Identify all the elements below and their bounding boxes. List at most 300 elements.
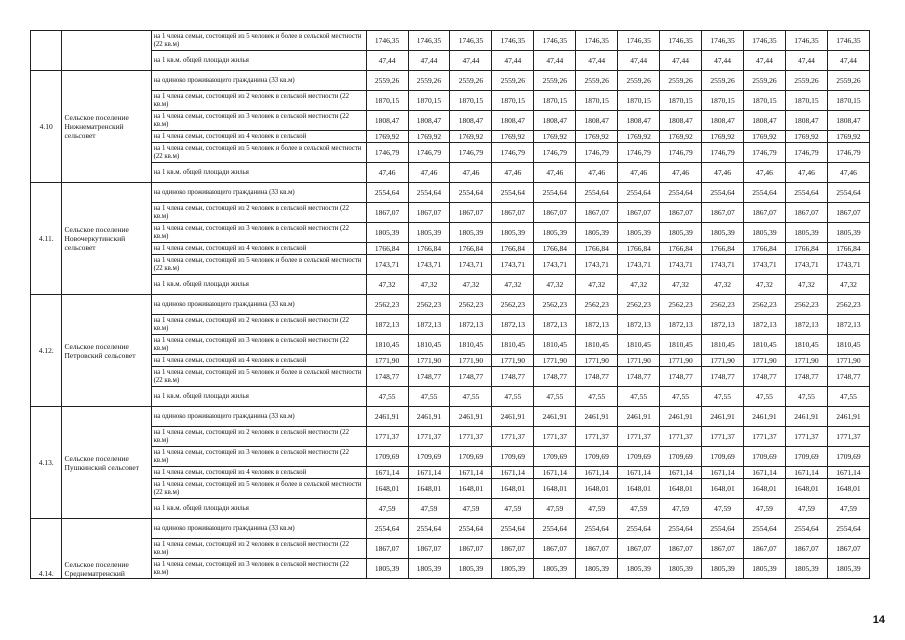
value-cell: 1743,71 [785,255,827,275]
value-cell: 1771,37 [660,427,702,447]
value-cell: 1805,39 [618,223,660,243]
value-cell: 1805,39 [618,559,660,579]
value-cell: 1810,45 [660,335,702,355]
value-cell: 1771,90 [408,355,450,367]
value-cell: 1870,15 [408,91,450,111]
table-row [31,355,870,367]
value-cell: 1671,14 [492,467,534,479]
value-cell: 47,46 [785,163,827,183]
value-cell: 1867,07 [576,203,618,223]
value-cell: 1743,71 [702,255,744,275]
value-cell: 1872,13 [744,315,786,335]
table-row [31,51,870,71]
value-cell: 1870,15 [785,91,827,111]
value-cell: 2559,26 [702,71,744,91]
value-cell: 1870,15 [702,91,744,111]
category-label: на 1 члена семьи, состоящей из 5 человек и более в сельской местности (22 кв.м) [151,367,366,387]
value-cell: 2554,64 [702,519,744,539]
value-cell: 1743,71 [744,255,786,275]
value-cell: 47,59 [534,499,576,519]
value-cell: 1671,14 [576,467,618,479]
value-cell: 1867,07 [450,203,492,223]
value-cell: 1769,92 [408,131,450,143]
value-cell: 47,32 [492,275,534,295]
value-cell: 1771,37 [492,427,534,447]
value-cell: 1810,45 [534,335,576,355]
value-cell: 47,32 [660,275,702,295]
value-cell: 2554,64 [366,519,408,539]
value-cell: 47,32 [785,275,827,295]
value-cell: 1748,77 [576,367,618,387]
value-cell: 47,32 [366,275,408,295]
value-cell: 1743,71 [534,255,576,275]
value-cell: 1805,39 [408,559,450,579]
value-cell: 1867,07 [785,203,827,223]
value-cell: 1872,13 [827,315,869,335]
value-cell: 2461,91 [450,407,492,427]
value-cell: 1766,84 [576,243,618,255]
value-cell: 1870,15 [618,91,660,111]
value-cell: 1808,47 [744,111,786,131]
table-row [31,203,870,223]
value-cell: 1867,07 [408,539,450,559]
table-row [31,163,870,183]
value-cell: 1771,37 [450,427,492,447]
value-cell: 1746,35 [366,31,408,51]
value-cell: 2554,64 [366,183,408,203]
category-label: на 1 кв.м. общей площади жилья [151,275,366,295]
category-label: на 1 члена семьи, состоящей из 5 человек и более в сельской местности (22 кв.м) [151,255,366,275]
value-cell: 1746,79 [534,143,576,163]
value-cell: 1810,45 [450,335,492,355]
value-cell: 47,32 [827,275,869,295]
value-cell: 1810,45 [785,335,827,355]
category-label: на 1 члена семьи, состоящей из 3 человек в сельской местности (22 кв.м) [151,559,366,579]
value-cell: 2562,23 [576,295,618,315]
value-cell: 1746,35 [450,31,492,51]
page-number: 14 [872,614,885,626]
category-label: на 1 члена семьи, состоящей из 2 человек в сельской местности (22 кв.м) [151,91,366,111]
value-cell: 1748,77 [492,367,534,387]
value-cell: 1867,07 [492,203,534,223]
value-cell: 1648,01 [744,479,786,499]
value-cell: 47,46 [744,163,786,183]
value-cell: 2554,64 [534,183,576,203]
value-cell: 1746,35 [408,31,450,51]
value-cell: 1808,47 [827,111,869,131]
value-cell: 1769,92 [744,131,786,143]
value-cell: 1766,84 [450,243,492,255]
value-cell: 1867,07 [827,203,869,223]
value-cell: 47,46 [366,163,408,183]
value-cell: 2559,26 [450,71,492,91]
value-cell: 47,46 [408,163,450,183]
value-cell: 1648,01 [450,479,492,499]
value-cell: 1671,14 [450,467,492,479]
category-label: на 1 кв.м. общей площади жилья [151,163,366,183]
value-cell: 47,44 [408,51,450,71]
value-cell: 1648,01 [534,479,576,499]
value-cell: 1805,39 [492,223,534,243]
section-index: 4.13. [31,407,62,519]
value-cell: 1872,13 [702,315,744,335]
value-cell: 1709,69 [534,447,576,467]
value-cell: 1771,37 [576,427,618,447]
category-label: на 1 члена семьи, состоящей из 5 человек и более в сельской местности (22 кв.м) [151,143,366,163]
value-cell: 2562,23 [408,295,450,315]
value-cell: 1743,71 [660,255,702,275]
value-cell: 1709,69 [618,447,660,467]
value-cell: 1748,77 [366,367,408,387]
value-cell: 1746,79 [618,143,660,163]
value-cell: 1648,01 [827,479,869,499]
value-cell: 1771,37 [366,427,408,447]
value-cell: 1746,79 [408,143,450,163]
category-label: на 1 члена семьи, состоящей из 5 человек и более в сельской местности (22 кв.м) [151,479,366,499]
value-cell: 1743,71 [827,255,869,275]
value-cell: 1671,14 [744,467,786,479]
value-cell: 1771,90 [450,355,492,367]
value-cell: 47,32 [702,275,744,295]
value-cell: 1671,14 [408,467,450,479]
value-cell: 1808,47 [660,111,702,131]
value-cell: 47,55 [450,387,492,407]
value-cell: 1867,07 [492,539,534,559]
value-cell: 2554,64 [618,519,660,539]
value-cell: 1808,47 [785,111,827,131]
section-name: Сельское поселение Петровский сельсовет [62,295,151,407]
value-cell: 1805,39 [785,559,827,579]
table-row [31,243,870,255]
value-cell: 47,59 [408,499,450,519]
value-cell: 1867,07 [785,539,827,559]
value-cell: 1766,84 [492,243,534,255]
table-row [31,335,870,355]
value-cell: 1748,77 [660,367,702,387]
value-cell: 47,55 [827,387,869,407]
value-cell: 1746,79 [744,143,786,163]
value-cell: 1769,92 [492,131,534,143]
table-row [31,559,870,579]
value-cell: 2461,91 [618,407,660,427]
value-cell: 2554,64 [744,519,786,539]
value-cell: 1769,92 [450,131,492,143]
value-cell: 1808,47 [618,111,660,131]
value-cell: 2554,64 [534,519,576,539]
value-cell: 2562,23 [660,295,702,315]
value-cell: 47,55 [492,387,534,407]
value-cell: 47,46 [534,163,576,183]
table-row [31,255,870,275]
value-cell: 1805,39 [744,223,786,243]
value-cell: 1766,84 [785,243,827,255]
value-cell: 1867,07 [450,539,492,559]
value-cell: 47,44 [450,51,492,71]
value-cell: 1746,79 [492,143,534,163]
value-cell: 2559,26 [785,71,827,91]
value-cell: 1867,07 [827,539,869,559]
value-cell: 47,44 [660,51,702,71]
value-cell: 1648,01 [618,479,660,499]
value-cell: 2554,64 [785,183,827,203]
value-cell: 2461,91 [366,407,408,427]
value-cell: 47,46 [618,163,660,183]
value-cell: 1810,45 [492,335,534,355]
value-cell: 2559,26 [660,71,702,91]
value-cell: 2559,26 [366,71,408,91]
value-cell: 1867,07 [660,539,702,559]
value-cell: 1808,47 [534,111,576,131]
value-cell: 1805,39 [450,559,492,579]
section-index [31,31,62,71]
value-cell: 1805,39 [744,559,786,579]
value-cell: 1810,45 [827,335,869,355]
value-cell: 1748,77 [744,367,786,387]
value-cell: 2562,23 [534,295,576,315]
value-cell: 1746,35 [744,31,786,51]
value-cell: 1748,77 [534,367,576,387]
category-label: на 1 кв.м. общей площади жилья [151,499,366,519]
value-cell: 1709,69 [366,447,408,467]
value-cell: 47,44 [534,51,576,71]
value-cell: 1769,92 [660,131,702,143]
category-label: на 1 члена семьи, состоящей из 3 человек в сельской местности (22 кв.м) [151,111,366,131]
value-cell: 1870,15 [366,91,408,111]
value-cell: 2559,26 [827,71,869,91]
value-cell: 1771,90 [576,355,618,367]
value-cell: 1746,35 [576,31,618,51]
value-cell: 2554,64 [827,183,869,203]
value-cell: 2559,26 [492,71,534,91]
value-cell: 47,44 [618,51,660,71]
category-label: на 1 члена семьи, состоящей из 4 человек в сельской [151,467,366,479]
value-cell: 1872,13 [492,315,534,335]
table-row [31,499,870,519]
value-cell: 47,59 [660,499,702,519]
table-row [31,539,870,559]
category-label: на 1 члена семьи, состоящей из 2 человек в сельской местности (22 кв.м) [151,203,366,223]
value-cell: 1743,71 [618,255,660,275]
value-cell: 2559,26 [744,71,786,91]
value-cell: 1872,13 [785,315,827,335]
section-name: Сельское поселение Новочеркутинский сельсовет [62,183,151,295]
value-cell: 1648,01 [408,479,450,499]
category-label: на 1 члена семьи, состоящей из 4 человек в сельской [151,355,366,367]
value-cell: 1671,14 [366,467,408,479]
value-cell: 47,59 [618,499,660,519]
table-row [31,407,870,427]
value-cell: 1805,39 [827,559,869,579]
value-cell: 1748,77 [618,367,660,387]
value-cell: 1748,77 [827,367,869,387]
value-cell: 1771,90 [827,355,869,367]
table-row [31,315,870,335]
value-cell: 1709,69 [660,447,702,467]
value-cell: 1746,79 [827,143,869,163]
value-cell: 2562,23 [366,295,408,315]
value-cell: 47,44 [744,51,786,71]
section-name: Сельское поселение Пушкинский сельсовет [62,407,151,519]
value-cell: 47,32 [618,275,660,295]
value-cell: 1867,07 [366,539,408,559]
table-row [31,223,870,243]
value-cell: 1872,13 [450,315,492,335]
value-cell: 47,46 [492,163,534,183]
table-row [31,427,870,447]
value-cell: 1810,45 [576,335,618,355]
value-cell: 1771,37 [408,427,450,447]
value-cell: 1766,84 [702,243,744,255]
value-cell: 1769,92 [534,131,576,143]
value-cell: 1805,39 [702,559,744,579]
value-cell: 1805,39 [534,559,576,579]
value-cell: 47,55 [408,387,450,407]
table-row [31,71,870,91]
value-cell: 2559,26 [534,71,576,91]
value-cell: 1805,39 [576,559,618,579]
value-cell: 1766,84 [534,243,576,255]
value-cell: 1648,01 [785,479,827,499]
value-cell: 1808,47 [408,111,450,131]
value-cell: 1746,35 [534,31,576,51]
value-cell: 47,44 [366,51,408,71]
value-cell: 2461,91 [744,407,786,427]
value-cell: 47,32 [744,275,786,295]
category-label: на одиноко проживающего гражданина (33 кв.м) [151,295,366,315]
value-cell: 1709,69 [827,447,869,467]
table-row [31,387,870,407]
value-cell: 1805,39 [785,223,827,243]
tariff-table [30,30,870,579]
value-cell: 47,59 [450,499,492,519]
value-cell: 1748,77 [785,367,827,387]
category-label: на одиноко проживающего гражданина (33 кв.м) [151,519,366,539]
value-cell: 47,46 [827,163,869,183]
value-cell: 1771,90 [785,355,827,367]
table-row [31,183,870,203]
table-row [31,447,870,467]
value-cell: 1870,15 [492,91,534,111]
value-cell: 47,32 [408,275,450,295]
value-cell: 2562,23 [785,295,827,315]
value-cell: 2554,64 [785,519,827,539]
value-cell: 47,44 [576,51,618,71]
value-cell: 1867,07 [534,203,576,223]
category-label: на одиноко проживающего гражданина (33 кв.м) [151,71,366,91]
category-label: на 1 члена семьи, состоящей из 2 человек в сельской местности (22 кв.м) [151,539,366,559]
value-cell: 1748,77 [450,367,492,387]
value-cell: 1671,14 [702,467,744,479]
value-cell: 1805,39 [534,223,576,243]
value-cell: 1872,13 [576,315,618,335]
value-cell: 1867,07 [366,203,408,223]
value-cell: 47,55 [618,387,660,407]
value-cell: 1771,90 [660,355,702,367]
value-cell: 1766,84 [660,243,702,255]
value-cell: 1709,69 [744,447,786,467]
value-cell: 1808,47 [366,111,408,131]
value-cell: 2461,91 [785,407,827,427]
section-index: 4.10 [31,71,62,183]
value-cell: 2559,26 [408,71,450,91]
value-cell: 1805,39 [366,223,408,243]
value-cell: 1810,45 [744,335,786,355]
value-cell: 1771,90 [744,355,786,367]
value-cell: 1709,69 [785,447,827,467]
value-cell: 1867,07 [702,203,744,223]
value-cell: 1771,90 [492,355,534,367]
value-cell: 1771,90 [618,355,660,367]
category-label: на 1 члена семьи, состоящей из 3 человек в сельской местности (22 кв.м) [151,335,366,355]
value-cell: 1870,15 [660,91,702,111]
value-cell: 47,46 [450,163,492,183]
value-cell: 1771,37 [827,427,869,447]
value-cell: 1746,35 [492,31,534,51]
value-cell: 1810,45 [702,335,744,355]
value-cell: 1769,92 [618,131,660,143]
value-cell: 1709,69 [408,447,450,467]
value-cell: 1648,01 [660,479,702,499]
value-cell: 1648,01 [702,479,744,499]
value-cell: 1671,14 [534,467,576,479]
category-label: на 1 члена семьи, состоящей из 4 человек в сельской [151,131,366,143]
value-cell: 1870,15 [744,91,786,111]
value-cell: 1766,84 [408,243,450,255]
value-cell: 47,44 [827,51,869,71]
table-row [31,467,870,479]
value-cell: 1867,07 [618,203,660,223]
section-name [62,31,151,71]
value-cell: 1870,15 [827,91,869,111]
value-cell: 1671,14 [618,467,660,479]
value-cell: 1709,69 [576,447,618,467]
value-cell: 1870,15 [534,91,576,111]
section-name: Сельское поселение Нижнематренский сельсовет [62,71,151,183]
value-cell: 1709,69 [702,447,744,467]
value-cell: 2562,23 [744,295,786,315]
value-cell: 2461,91 [534,407,576,427]
value-cell: 1743,71 [450,255,492,275]
value-cell: 2461,91 [660,407,702,427]
value-cell: 1805,39 [408,223,450,243]
value-cell: 1808,47 [576,111,618,131]
value-cell: 1746,35 [785,31,827,51]
value-cell: 1805,39 [702,223,744,243]
value-cell: 2554,64 [450,519,492,539]
value-cell: 1872,13 [408,315,450,335]
value-cell: 1748,77 [408,367,450,387]
value-cell: 1771,90 [702,355,744,367]
value-cell: 2562,23 [827,295,869,315]
value-cell: 1805,39 [492,559,534,579]
value-cell: 1766,84 [366,243,408,255]
value-cell: 1805,39 [660,223,702,243]
table-row [31,91,870,111]
value-cell: 1867,07 [534,539,576,559]
value-cell: 1867,07 [408,203,450,223]
value-cell: 1872,13 [366,315,408,335]
value-cell: 1771,37 [702,427,744,447]
value-cell: 1805,39 [366,559,408,579]
section-index: 4.14. [31,519,62,579]
value-cell: 1771,90 [534,355,576,367]
value-cell: 1867,07 [576,539,618,559]
value-cell: 1671,14 [827,467,869,479]
value-cell: 1867,07 [744,203,786,223]
value-cell: 47,55 [702,387,744,407]
value-cell: 47,55 [660,387,702,407]
value-cell: 47,59 [576,499,618,519]
